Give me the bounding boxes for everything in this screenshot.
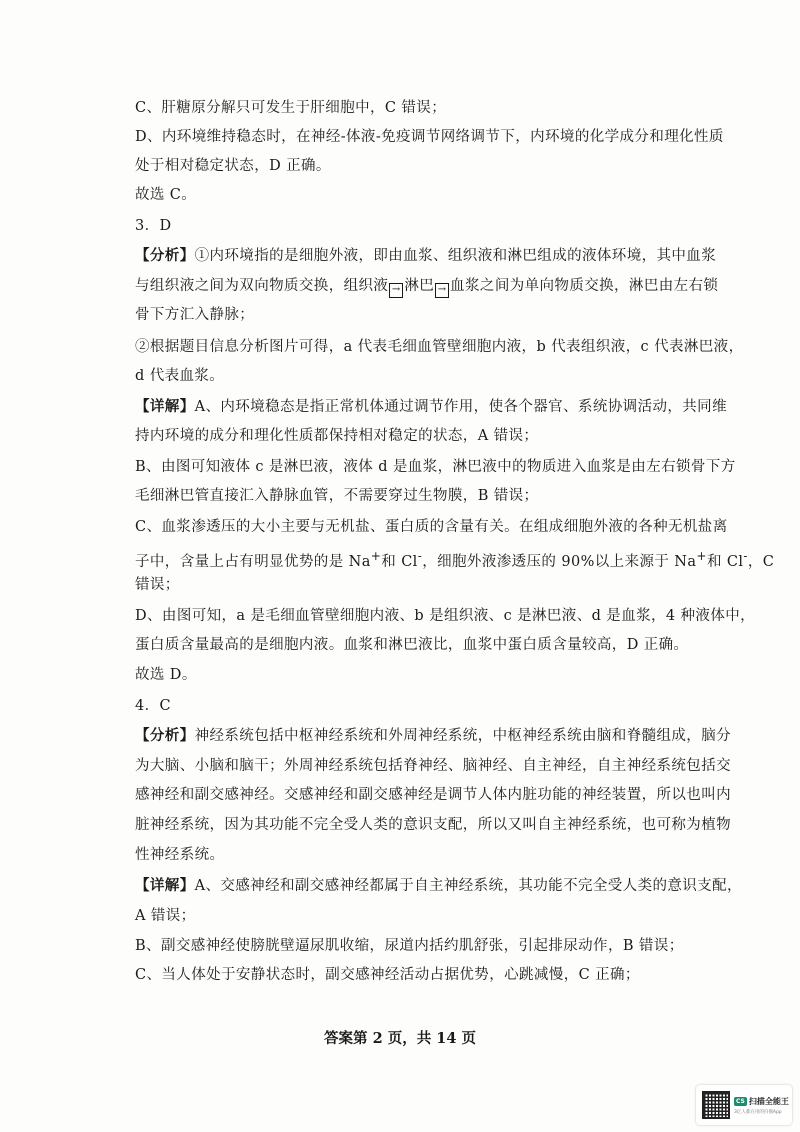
- text-line: B、副交感神经使膀胱壁逼尿肌收缩，尿道内括约肌舒张，引起排尿动作，B 错误；: [135, 938, 684, 954]
- watermark-subtitle: 3亿人都在用的扫描App: [734, 1109, 782, 1115]
- q3-detail-line: [135, 396, 727, 418]
- text-line: 故选 C。: [135, 187, 197, 203]
- arrow-box-icon: →: [389, 283, 403, 298]
- text-span: 神经系统包括中枢神经系统和外周神经系统，中枢神经系统由脑和脊髓组成，脑分: [194, 728, 732, 744]
- text-line: 毛细淋巴管直接汇入静脉血管，不需要穿过生物膜，B 错误；: [135, 488, 539, 504]
- text-line: 骨下方汇入静脉；: [135, 307, 255, 323]
- text-line: C、肝糖原分解只可发生于肝细胞中，C 错误；: [135, 100, 447, 116]
- text-line: 感神经和副交感神经。交感神经和副交感神经是调节人体内脏功能的神经装置，所以也叫内: [135, 787, 731, 803]
- text-span: ，C: [747, 553, 775, 570]
- text-line: 持内环境的成分和理化性质都保持相对稳定的状态，A 错误；: [135, 428, 539, 444]
- q3-flow-line: [135, 275, 719, 298]
- cs-logo-icon: CS: [736, 1097, 745, 1105]
- arrow-box-icon: →: [435, 283, 449, 298]
- superscript: -: [743, 549, 748, 563]
- question-number: 3．D: [135, 218, 172, 234]
- superscript: -: [417, 549, 423, 563]
- text-span: 血浆之间为单向物质交换，淋巴由左右锁: [450, 278, 719, 294]
- analysis-tag: 【分析】: [135, 727, 195, 744]
- text-line: D、由图可知，a 是毛细血管壁细胞内液、b 是组织液、c 是淋巴液、d 是血浆，4 种液体中，: [135, 608, 756, 624]
- text-line: B、由图可知液体 c 是淋巴液，液体 d 是血浆，淋巴液中的物质进入血浆是由左右锁骨下方: [135, 459, 736, 475]
- text-line: A 错误；: [135, 908, 196, 924]
- text-line: 为大脑、小脑和脑干；外周神经系统包括脊神经、脑神经、自主神经，自主神经系统包括交: [135, 758, 731, 774]
- text-line: 性神经系统。: [135, 847, 225, 863]
- detail-tag: 【详解】: [135, 398, 195, 415]
- text-span: 和 Cl: [706, 553, 744, 570]
- text-line: 脏神经系统，因为其功能不完全受人类的意识支配，所以又叫自主神经系统，也可称为植物: [135, 817, 731, 833]
- text-span: 扫描全能王: [748, 1096, 789, 1106]
- scanner-watermark: [696, 1085, 792, 1125]
- q3-analysis-line: [135, 245, 717, 267]
- watermark-text: [734, 1096, 789, 1115]
- text-span: 淋巴: [404, 278, 435, 294]
- superscript: +: [696, 549, 707, 563]
- page-footer: 答案第 2 页，共 14 页: [324, 1030, 476, 1047]
- text-line: 处于相对稳定状态，D 正确。: [135, 158, 331, 174]
- text-line: C、血浆渗透压的大小主要与无机盐、蛋白质的含量有关。在组成细胞外液的各种无机盐离: [135, 519, 728, 535]
- text-span: 和 Cl: [381, 553, 418, 570]
- text-line: 故选 D。: [135, 667, 197, 683]
- q4-detail-line: [135, 875, 742, 897]
- detail-tag: 【详解】: [135, 877, 195, 894]
- superscript: +: [370, 549, 382, 563]
- watermark-title: [734, 1096, 789, 1107]
- text-span: ，细胞外液渗透压的 90%以上来源于 Na: [422, 553, 697, 570]
- text-line: 错误；: [135, 577, 180, 593]
- question-number: 4．C: [135, 698, 172, 714]
- analysis-tag: 【分析】: [135, 247, 195, 264]
- text-span: ①内环境指的是细胞外液，即由血浆、组织液和淋巴组成的液体环境，其中血浆: [194, 248, 717, 264]
- text-line: 蛋白质含量最高的是细胞内液。血浆和淋巴液比，血浆中蛋白质含量较高，D 正确。: [135, 637, 689, 653]
- text-line: C、当人体处于安静状态时，副交感神经活动占据优势，心跳减慢，C 正确；: [135, 967, 640, 983]
- text-line: ②根据题目信息分析图片可得，a 代表毛细血管壁细胞内液，b 代表组织液，c 代表淋巴液，: [135, 339, 744, 355]
- ion-line: [135, 545, 775, 573]
- text-span: A、内环境稳态是指正常机体通过调节作用，使各个器官、系统协调活动，共同维: [194, 399, 727, 415]
- qr-code-icon: [702, 1091, 730, 1119]
- text-span: A、交感神经和副交感神经都属于自主神经系统，其功能不完全受人类的意识支配，: [194, 878, 742, 894]
- q4-analysis-line: [135, 725, 732, 747]
- text-span: 子中，含量上占有明显优势的是 Na: [135, 553, 371, 570]
- text-line: D、内环境维持稳态时，在神经-体液-免疫调节网络调节下，内环境的化学成分和理化性质: [135, 129, 724, 145]
- text-line: d 代表血浆。: [135, 368, 225, 384]
- text-span: 与组织液之间为双向物质交换，组织液: [135, 278, 389, 294]
